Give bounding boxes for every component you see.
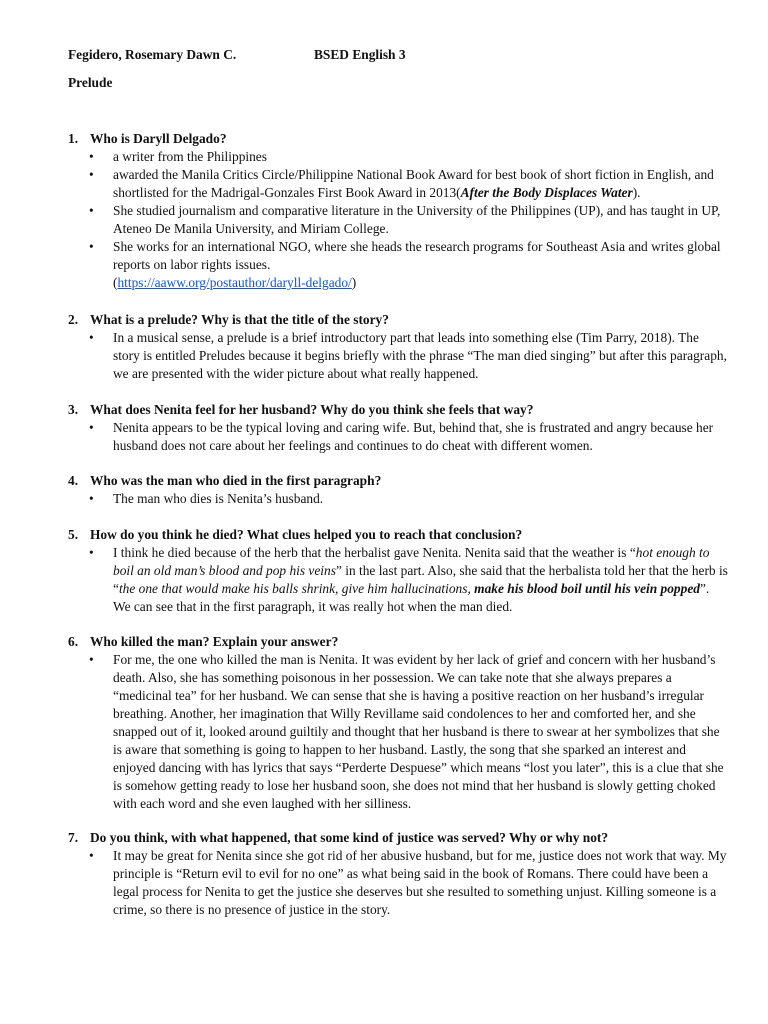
question-text: What does Nenita feel for her husband? Why do you think she feels that way? — [90, 402, 534, 417]
question-title — [68, 633, 728, 651]
question-title — [68, 311, 728, 329]
question-number: 7. — [68, 830, 79, 845]
question-5 — [68, 526, 728, 616]
question-text: Who killed the man? Explain your answer? — [90, 634, 339, 649]
quote-text: the one that would make his balls shrink, give him hallucinations, — [118, 581, 475, 596]
answer-bullet — [68, 238, 728, 292]
question-number: 1. — [68, 131, 79, 146]
question-2 — [68, 311, 728, 383]
answer-bullet: • It may be great for Nenita since she got rid of her abusive husband, but for me, justice does not work that way. My principle is “Return evil to evil for no one” as what being said in the book of Romans. There could have been a legal process for Nenita to get the justice she deserves but she resulted to something unjust. Killing someone is a crime, so there is no presence of justice in the story. — [68, 847, 728, 919]
question-text: Who was the man who died in the first paragraph? — [90, 473, 382, 488]
answer-bullet — [68, 544, 728, 616]
answer-bullet: • The man who dies is Nenita’s husband. — [68, 490, 728, 508]
question-1 — [68, 130, 728, 292]
course-label: BSED English 3 — [314, 47, 406, 62]
question-6 — [68, 633, 728, 813]
answer-text: ). — [632, 185, 641, 200]
question-title — [68, 130, 728, 148]
question-number: 4. — [68, 473, 79, 488]
question-3 — [68, 401, 728, 455]
question-number: 3. — [68, 402, 79, 417]
quote-text: hot enough to boil an old man’s blood and pop his veins — [113, 545, 710, 578]
answer-bullet — [68, 166, 728, 202]
question-number: 2. — [68, 312, 79, 327]
paren: ) — [351, 275, 357, 290]
source-link[interactable]: https://aaww.org/postauthor/daryll-delgado/ — [117, 275, 352, 290]
book-title: After the Body Displaces Water — [460, 185, 633, 200]
answer-text: I think he died because of the herb that the herbalist gave Nenita. Nenita said that the weather is “ — [113, 545, 636, 560]
answer-bullet: • a writer from the Philippines — [68, 148, 728, 166]
question-7 — [68, 829, 728, 919]
answer-bullet: • In a musical sense, a prelude is a brief introductory part that leads into something else (Tim Parry, 2018). The story is entitled Preludes because it begins briefly with the phrase “The man died singing” but after this paragraph, we are presented with the wider picture about what really happened. — [68, 329, 728, 383]
answer-text: awarded the Manila Critics Circle/Philippine National Book Award for best book of short fiction in English, and shortlisted for the Madrigal-Gonzales First Book Award in 2013( — [113, 167, 714, 200]
paren: ( — [113, 275, 118, 290]
answer-bullet: • She studied journalism and comparative literature in the University of the Philippines (UP), and has taught in UP, Ateneo De Manila University, and Miriam College. — [68, 202, 728, 238]
question-title — [68, 472, 728, 490]
answer-text: ”. We can see that in the first paragraph, it was really hot when the man died. — [113, 581, 710, 614]
question-text: Do you think, with what happened, that some kind of justice was served? Why or why not? — [90, 830, 609, 845]
answer-bullet: • For me, the one who killed the man is Nenita. It was evident by her lack of grief and concern with her husband’s death. Also, she has something poisonous in her possession. We can take note that she always prepares a “medicinal tea” for her husband. We can sense that she is having a positive reaction on her husband’s irregular breathing. Another, her imagination that Willy Revillame said condolences to her and comforted her, and she snapped out of it, looked around guiltily and thought that her husband is there to swear at her symbolizes that she is aware that something is going to happen to her husband. Lastly, the song that she sparked an interest and enjoyed dancing with has lyrics that says “Perderte Despuese” which means “lost you later”, this is a clue that she is somehow getting ready to lose her husband soon, she does not mind that her husband is slowly getting choked with each word and she even laughed with her silliness. — [68, 651, 728, 813]
question-text: Who is Daryll Delgado? — [90, 131, 227, 146]
answer-bullet: • Nenita appears to be the typical loving and caring wife. But, behind that, she is frustrated and angry because her husband does not care about her feelings and continues to do cheat with different women. — [68, 419, 728, 455]
question-4 — [68, 472, 728, 508]
question-text: What is a prelude? Why is that the title of the story? — [90, 312, 389, 327]
question-number: 6. — [68, 634, 79, 649]
document-title: Prelude — [68, 75, 113, 90]
emphasis-quote: make his blood boil until his vein popped — [474, 581, 700, 596]
question-title — [68, 401, 728, 419]
student-name: Fegidero, Rosemary Dawn C. — [68, 47, 237, 62]
answer-text: ” in the last part. Also, she said that the herbalista told her that the herb is “ — [113, 563, 728, 596]
question-text: How do you think he died? What clues helped you to reach that conclusion? — [90, 527, 523, 542]
question-number: 5. — [68, 527, 79, 542]
question-title — [68, 526, 728, 544]
answer-text: She works for an international NGO, where she heads the research programs for Southeast Asia and writes global reports on labor rights issues. — [113, 239, 721, 272]
question-title — [68, 829, 728, 847]
